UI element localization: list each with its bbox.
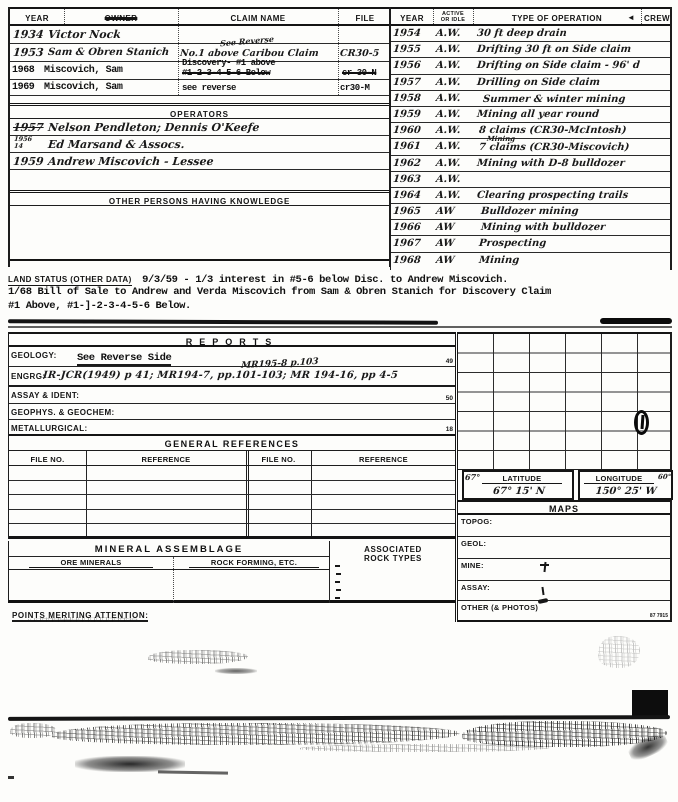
- op-type: 7 claims (CR30-Miscovich): [478, 142, 630, 154]
- form-number: 87 7915: [649, 613, 668, 619]
- op-status: A.W.: [435, 173, 461, 185]
- op-type: Drifting on Side claim - 96' d: [476, 60, 641, 72]
- mineral-body: [9, 570, 456, 603]
- claim-year: 1969: [12, 82, 35, 93]
- maps-title: MAPS: [548, 504, 579, 514]
- land-status-label: LAND STATUS (OTHER DATA): [8, 275, 132, 284]
- engrg-value: IR-JCR(1949) p 41; MR194-7, pp.101-103; MR 194-16, pp 4-5: [42, 370, 399, 381]
- op-type: Summer & winter mining: [482, 93, 626, 105]
- operation-row: [391, 58, 670, 74]
- maps-geol-label: GEOL:: [461, 539, 487, 548]
- operation-row: [391, 253, 670, 269]
- operator-row: [10, 153, 389, 170]
- claim-file: CR30-5: [339, 48, 380, 59]
- maps-mine-label: MINE:: [461, 561, 484, 570]
- maps-topog-row: [458, 515, 670, 537]
- claim-owner: Sam & Obren Stanich: [47, 47, 170, 58]
- op-year: 1956: [392, 60, 422, 72]
- scan-noise-band: [10, 723, 56, 738]
- claim-year: 1953: [12, 46, 45, 59]
- op-type: 30 ft deep drain: [476, 28, 568, 39]
- operators-header: [10, 103, 389, 119]
- assay-row: [9, 387, 455, 404]
- claims-header-row: [10, 7, 389, 26]
- operation-row: [391, 204, 670, 220]
- maps-other-label: OTHER (& PHOTOS): [461, 603, 539, 612]
- operations-table: [390, 7, 672, 270]
- operation-row: [391, 172, 670, 188]
- ops-col-crew: CREW: [643, 14, 671, 23]
- claim-note-see-reverse: See Reverse: [220, 33, 274, 49]
- op-year: 1958: [392, 92, 422, 104]
- op-type: Drilling on Side claim: [476, 76, 601, 88]
- op-type: 8 claims (CR30-McIntosh): [478, 125, 627, 137]
- land-status-line1: 9/3/59 - 1/3 interest in #5-6 below Disc. to Andrew Miscovich.: [142, 274, 508, 286]
- op-status: AW: [435, 238, 455, 250]
- claim-owner: Miscovich, Sam: [44, 82, 123, 93]
- op-year: 1964: [392, 189, 422, 201]
- op-year: 1962: [392, 157, 422, 169]
- op-type: Mining all year round: [476, 108, 600, 120]
- op-status: A.W.: [435, 189, 461, 201]
- row-number: 18: [445, 426, 453, 433]
- latitude-label: LATITUDE: [482, 474, 562, 484]
- scan-smudge: [148, 650, 248, 664]
- row-number: 50: [445, 395, 453, 402]
- op-year: 1966: [392, 222, 422, 234]
- op-status: AW: [435, 206, 455, 218]
- claim-name: Discovery- #1 above: [182, 58, 276, 68]
- general-references-header: [9, 451, 455, 466]
- op-year: 1959: [392, 108, 422, 120]
- operation-row: [391, 134, 670, 155]
- op-status: A.W.: [435, 60, 461, 72]
- claim-name-2: #1-2-3-4-5-6 Below: [182, 68, 271, 78]
- geology-value: See Reverse Side: [77, 352, 172, 364]
- longitude-label: LONGITUDE: [584, 474, 654, 484]
- scan-smudge: [28, 617, 138, 622]
- op-status: A.W.: [435, 108, 461, 120]
- general-references-title: GENERAL REFERENCES: [164, 439, 300, 449]
- op-status: A.W.: [435, 141, 461, 153]
- reports-title: REPORTS: [185, 337, 279, 347]
- operation-row: [391, 75, 670, 91]
- geophys-label: GEOPHYS. & GEOCHEM:: [11, 408, 115, 417]
- claims-col-file: FILE: [355, 14, 375, 23]
- maps-box: [458, 500, 672, 622]
- reference-row: [9, 466, 455, 481]
- longitude-box: [578, 470, 673, 500]
- scan-smudge: [215, 668, 257, 674]
- other-persons-title: OTHER PERSONS HAVING KNOWLEDGE: [108, 197, 291, 206]
- metallurgical-label: METALLURGICAL:: [11, 424, 88, 433]
- operation-row: [391, 188, 670, 204]
- ops-col-active: ACTIVE OR IDLE: [440, 11, 466, 23]
- maps-assay-row: [458, 581, 670, 601]
- scan-noise-band: [300, 744, 550, 752]
- engrg-label: ENGRG:: [11, 372, 46, 381]
- associated-label-1: ASSOCIATED: [364, 545, 422, 554]
- divider-smudge: [8, 326, 672, 328]
- operation-row: [391, 91, 670, 107]
- claim-year: 1968: [12, 65, 35, 76]
- ref-col-file1: FILE NO.: [30, 455, 65, 464]
- operation-row: [391, 26, 670, 42]
- land-status-line2: 1/68 Bill of Sale to Andrew and Verda Miscovich from Sam & Obren Stanich for Discovery Claim: [8, 286, 551, 298]
- scan-dark-line: [8, 715, 670, 721]
- divider-smudge: [8, 319, 438, 325]
- reference-row: [9, 510, 455, 525]
- operations-header-row: [391, 7, 670, 26]
- mineral-title-block: [9, 541, 329, 570]
- reference-row: [9, 524, 455, 539]
- associated-rock-types-header: [329, 541, 456, 570]
- right-panel: [455, 332, 672, 622]
- geology-label: GEOLOGY:: [11, 351, 57, 360]
- op-year: 1957: [392, 76, 422, 88]
- scan-noise-band: [52, 723, 460, 745]
- claims-col-year: YEAR: [25, 14, 49, 23]
- claim-row: [10, 26, 389, 44]
- latitude-note: 67°: [464, 472, 481, 482]
- operator-name: Nelson Pendleton; Dennis O'Keefe: [47, 121, 261, 134]
- geophys-row: [9, 404, 455, 420]
- operation-row: [391, 236, 670, 252]
- latitude-value: 67° 15' N: [492, 486, 546, 497]
- operator-row: [10, 119, 389, 136]
- operation-row: [391, 156, 670, 172]
- claims-table: [8, 7, 390, 267]
- operators-title: OPERATORS: [170, 110, 229, 119]
- op-status: A.W.: [435, 92, 461, 104]
- op-year: 1967: [392, 238, 422, 250]
- maps-assay-label: ASSAY:: [461, 583, 490, 592]
- other-persons-empty: [10, 206, 389, 261]
- general-references-title-row: [9, 436, 455, 451]
- claim-year: 1934: [12, 28, 45, 41]
- scan-black-rectangle: [632, 690, 668, 718]
- operator-year-alt: 14: [13, 142, 24, 150]
- op-status: A.W.: [435, 125, 461, 137]
- ops-col-type: TYPE OF OPERATION: [511, 14, 603, 23]
- op-status: A.W.: [435, 76, 461, 88]
- engrg-insert-note: MR195-8 p.103: [240, 356, 319, 372]
- claim-row: [10, 80, 389, 96]
- ref-col-ref1: REFERENCE: [141, 455, 191, 464]
- op-status: AW: [435, 222, 455, 234]
- claim-row: [10, 58, 389, 80]
- scan-smudge: [598, 636, 640, 668]
- scan-stray-line: [158, 770, 228, 774]
- claim-file: cr30-M: [340, 83, 370, 93]
- maps-mine-row: [458, 559, 670, 581]
- op-status: A.W.: [435, 157, 461, 169]
- op-year: 1955: [392, 44, 422, 56]
- op-type: Clearing prospecting trails: [476, 189, 629, 201]
- operator-name: Ed Marsand & Assocs.: [47, 138, 186, 151]
- claim-name: No.1 above Caribou Claim: [179, 48, 320, 59]
- operation-row: [391, 220, 670, 236]
- metallurgical-row: [9, 420, 455, 436]
- op-type: Drifting 30 ft on Side claim: [476, 44, 632, 56]
- row-number: 49: [445, 358, 453, 365]
- points-label: POINTS MERITING ATTENTION:: [12, 611, 149, 620]
- associated-label-2: ROCK TYPES: [363, 554, 422, 563]
- claims-col-owner: OWNER: [104, 14, 138, 23]
- op-type: Mining: [478, 254, 520, 266]
- op-year: 1965: [392, 206, 422, 218]
- reference-row: [9, 495, 455, 510]
- longitude-value: 150° 25' W: [594, 486, 657, 497]
- scribble-arrow-icon: ◄: [627, 13, 635, 22]
- op-insert-note: Mining: [486, 134, 516, 144]
- operator-row: [10, 136, 389, 153]
- divider-smudge: [600, 318, 672, 324]
- maps-topog-label: TOPOG:: [461, 517, 493, 526]
- mineral-assemblage-section: [8, 541, 455, 603]
- claims-col-claim-name: CLAIM NAME: [230, 14, 286, 23]
- map-grid: [458, 332, 672, 470]
- operator-name: Andrew Miscovich - Lessee: [47, 155, 215, 168]
- reference-row: [9, 481, 455, 496]
- latitude-box: [462, 470, 574, 500]
- operation-row: [391, 107, 670, 123]
- reports-section: [8, 332, 455, 539]
- lat-long-row: [458, 470, 672, 500]
- op-type: Mining with bulldozer: [480, 222, 606, 234]
- assay-label: ASSAY & IDENT:: [11, 391, 80, 400]
- operation-row: [391, 123, 670, 139]
- op-type: Bulldozer mining: [480, 206, 579, 218]
- op-year: 1954: [392, 28, 422, 39]
- ops-col-year: YEAR: [400, 14, 424, 23]
- mineral-title: MINERAL ASSEMBLAGE: [94, 544, 244, 555]
- land-status-section: [8, 269, 672, 319]
- circled-mark: [634, 410, 649, 435]
- op-year: 1960: [392, 125, 422, 137]
- claim-owner: Victor Nock: [47, 28, 122, 41]
- geology-row: [9, 347, 455, 367]
- operator-year: 1957: [12, 121, 45, 134]
- claim-file: cr 30-N: [342, 68, 377, 78]
- maps-geol-row: [458, 537, 670, 559]
- ref-col-file2: FILE NO.: [261, 455, 296, 464]
- longitude-note: 60°: [657, 472, 672, 481]
- claim-name: see reverse: [182, 83, 236, 93]
- ref-col-ref2: REFERENCE: [359, 455, 408, 464]
- op-status: A.W.: [435, 44, 461, 56]
- op-type: Mining with D-8 bulldozer: [476, 157, 626, 169]
- op-status: A.W.: [435, 28, 461, 39]
- ore-minerals-col: ORE MINERALS: [29, 558, 153, 568]
- scan-speck: [8, 776, 14, 779]
- op-year: 1961: [392, 141, 422, 153]
- op-year: 1968: [392, 254, 422, 266]
- land-status-line3: #1 Above, #1-]-2-3-4-5-6 Below.: [8, 300, 191, 312]
- operator-year: 1959: [12, 155, 45, 168]
- reports-title-row: [9, 332, 455, 347]
- op-type: Prospecting: [478, 238, 547, 250]
- op-year: 1963: [392, 173, 422, 185]
- operation-row: [391, 42, 670, 58]
- claim-owner: Miscovich, Sam: [44, 65, 123, 76]
- operator-year: 1956: [13, 135, 33, 143]
- op-status: AW: [435, 254, 455, 266]
- other-persons-header: [10, 190, 389, 206]
- rock-forming-col: ROCK FORMING, ETC.: [189, 558, 319, 568]
